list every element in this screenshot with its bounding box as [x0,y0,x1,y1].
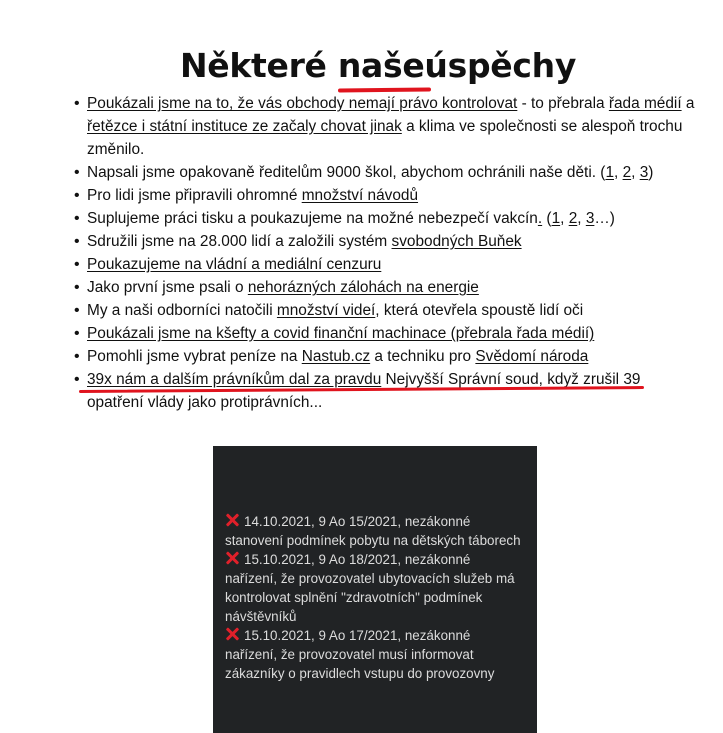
separator: …) [594,210,615,227]
red-x-icon [225,513,239,527]
bullet-icon: • [74,325,80,342]
link-censorship[interactable]: Poukazujeme na vládní a mediální cenzuru [87,256,382,273]
link-videos[interactable]: množství videí [276,302,376,319]
list-item-text: My a naši odborníci natočili [87,302,277,319]
court-decision [225,512,525,550]
bullet-icon: • [74,187,80,204]
decision-text: 15.10.2021, 9 Ao 17/2021, nezákonné nařízení, že provozovatel musí informovat zákazníky o pravidlech vstupu do provozovny [225,628,495,681]
link-energy[interactable]: nehorázných zálohách na energie [247,279,479,296]
list-item-text: Nejvyšší Správní soud, když zrušil 39 [381,371,641,388]
list-item-text: Napsali jsme opakovaně ředitelům 9000 škol, abychom ochránili naše děti. ( [87,164,606,181]
list-item [74,184,707,207]
list-item-text: Sdružili jsme na 28.000 lidí a založili systém [87,233,392,250]
link-nastub[interactable]: Nastub.cz [301,348,371,365]
separator: , [614,164,623,181]
list-item-text: Pro lidi jsme připravili ohromné [87,187,302,204]
list-item-text: opatření vlády jako protiprávních... [87,394,323,411]
list-item-text: a [681,95,695,112]
list-item-text: Pomohli jsme vybrat peníze na [87,348,302,365]
link-media[interactable]: řada médií [608,95,682,112]
red-x-icon [225,627,239,641]
link-vaccines-2[interactable]: 2 [568,210,578,227]
link-court-wins[interactable]: 39x nám a dalším právníkům dal za pravdu [87,371,382,388]
link-institutions[interactable]: řetězce i státní instituce ze začaly chovat jinak [87,118,402,135]
bullet-icon: • [74,164,80,181]
title-part-2: úspěchy [424,46,577,85]
list-item [74,322,707,345]
court-decision [225,626,525,683]
list-item [74,161,707,184]
link-svedomi-naroda[interactable]: Svědomí národa [475,348,589,365]
title-highlight: naše [338,38,425,94]
bullet-icon: • [74,348,80,365]
link-covid-deals[interactable]: Poukázali jsme na kšefty a covid finanční machinace (přebrala řada médií) [87,325,595,342]
link-vaccines-1[interactable]: 1 [551,210,561,227]
list-item-text: , která otevřela spoustě lidí oči [375,302,584,319]
bullet-icon: • [74,210,80,227]
bullet-icon: • [74,279,80,296]
decision-text: 15.10.2021, 9 Ao 18/2021, nezákonné nařízení, že provozovatel ubytovacích služeb má kontrolovat splnění "zdravotních" podmínek návštěvníků [225,552,515,624]
list-item [74,345,707,368]
separator: , [560,210,569,227]
link-vaccines-dot[interactable]: . [537,210,543,227]
link-guides[interactable]: množství návodů [301,187,419,204]
link-schools-2[interactable]: 2 [622,164,632,181]
link-vaccines-3[interactable]: 3 [585,210,595,227]
page-title [0,38,723,94]
separator: ) [648,164,654,181]
list-item [74,299,707,322]
list-item [74,230,707,253]
link-schools-1[interactable]: 1 [605,164,614,181]
list-item [74,253,707,276]
title-part-1: Některé [179,46,338,85]
list-item-text: - to přebrala [517,95,609,112]
highlighted-phrase [87,371,640,388]
link-shops-control[interactable]: Poukázali jsme na to, že vás obchody nemají právo kontrolovat [87,95,518,112]
court-decision [225,550,525,626]
list-item [74,207,707,230]
bullet-icon: • [74,95,80,112]
court-decisions-screenshot [213,446,537,733]
red-x-icon [225,551,239,565]
link-schools-3[interactable]: 3 [639,164,649,181]
list-item [74,368,707,414]
decision-text: 14.10.2021, 9 Ao 15/2021, nezákonné stanovení podmínek pobytu na dětských táborech [225,514,521,548]
list-item-text: a techniku pro [370,348,476,365]
separator: , [577,210,586,227]
separator: ( [542,210,552,227]
bullet-icon: • [74,233,80,250]
bullet-icon: • [74,371,80,388]
list-item-text: Suplujeme práci tisku a poukazujeme na možné nebezpečí vakcín [87,210,538,227]
list-item-text: Jako první jsme psali o [87,279,248,296]
list-item [74,276,707,299]
separator: , [631,164,640,181]
bullet-icon: • [74,256,80,273]
achievements-list [74,92,707,414]
bullet-icon: • [74,302,80,319]
link-cells[interactable]: svobodných Buňek [391,233,522,250]
list-item-text: a klima ve společnosti se alespoň trochu změnilo. [87,118,683,158]
list-item [74,92,707,161]
